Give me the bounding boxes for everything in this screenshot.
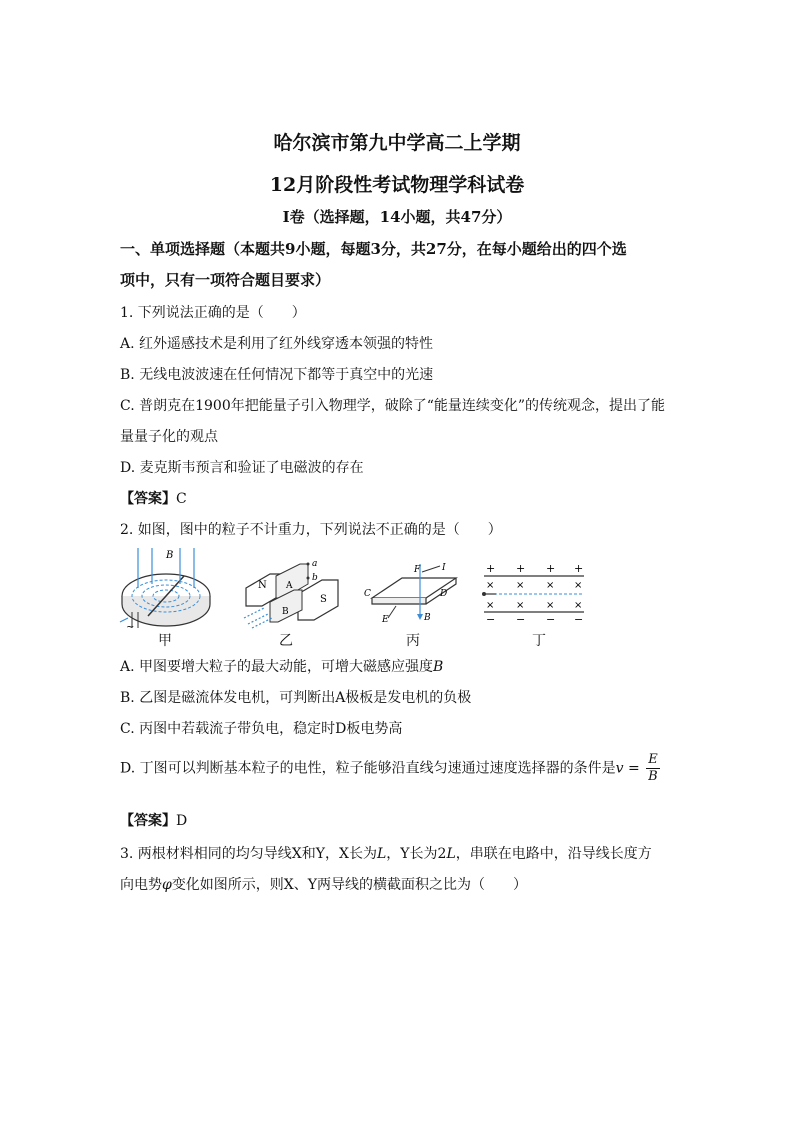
figure-label-bing: 丙 [406,633,420,649]
q2-option-a [120,656,680,676]
q2-option-d-text: D. 丁图可以判断基本粒子的电性，粒子能够沿直线匀速通过速度选择器的条件是 [120,760,616,777]
q2-answer-label: 【答案】 [120,813,176,829]
hall-field-e: E [382,615,389,624]
q2-option-d-eq: = [623,760,645,777]
q1-option-d: D. 麦克斯韦预言和验证了电磁波的存在 [120,460,364,476]
selector-cross: × [546,600,555,611]
hall-plate-c: C [364,589,371,599]
selector-cross: × [486,580,495,591]
selector-plus-3: + [546,562,556,575]
q3-text-part: 变化如图所示，则X、Y两导线的横截面积之比为（ ） [171,877,528,893]
q2-option-a-text: A. 甲图要增大粒子的最大动能，可增大磁感应强度 [120,659,434,675]
part1-heading-line2: 项中，只有一项符合题目要求） [120,271,331,289]
mhd-plate-a: A [286,581,293,591]
q1-option-b: B. 无线电波波速在任何情况下都等于真空中的光速 [120,367,434,383]
mhd-n-pole: N [258,580,267,591]
hall-plate-d: D [440,589,448,599]
selector-minus-1: − [486,613,496,624]
q3-length-var: L [446,846,456,862]
q2-answer [120,810,680,830]
selector-cross: × [516,600,525,611]
q2-stem: 2. 如图，图中的粒子不计重力，下列说法不正确的是（ ） [120,522,502,538]
velocity-selector-figure [480,562,590,624]
q3-stem-line1 [120,843,680,863]
q2-option-d-v: v [615,760,624,777]
q1-answer [120,488,680,508]
mhd-terminal-a: a [312,559,318,569]
q1-option-a: A. 红外遥感技术是利用了红外线穿透本领强的特性 [120,336,434,352]
cyclotron-b-label: B [166,550,174,561]
section-title: I卷（选择题，14小题，共47分） [282,208,512,226]
selector-cross: × [574,600,583,611]
q3-text-part: 向电势 [120,877,162,893]
fraction-denominator: B [648,769,658,784]
selector-minus-4: − [574,613,584,624]
exam-title-line2: 12月阶段性考试物理学科试卷 [269,174,525,196]
q2-answer-value: D [176,813,188,829]
q3-text-part: ，Y长为2 [386,846,447,862]
q1-answer-value: C [176,491,187,507]
q3-text-part: ，串联在电路中，沿导线长度方 [455,846,652,862]
selector-minus-3: − [546,613,556,624]
q1-option-c-line1: C. 普朗克在1900年把能量子引入物理学，破除了“能量连续变化”的传统观念，提出了能 [120,398,666,414]
q1-option-c-line2: 量量子化的观点 [120,429,218,445]
q3-phi-var: φ [162,877,172,893]
figure-label-yi: 乙 [279,633,293,649]
mhd-terminal-b: b [312,573,318,583]
exam-title-line1: 哈尔滨市第九中学高二上学期 [273,132,521,154]
mhd-plate-b: B [282,607,289,617]
q1-stem: 1. 下列说法正确的是（ ） [120,305,306,321]
selector-plus-4: + [574,562,584,575]
hall-force-f: F [414,565,421,575]
q3-length-var: L [376,846,387,862]
figure-label-ding: 丁 [532,633,546,649]
fraction-numerator: E [648,752,658,767]
selector-cross: × [574,580,583,591]
e-over-b-fraction [646,752,660,785]
part1-heading-line1: 一、单项选择题（本题共9小题，每题3分，共27分，在每小题给出的四个选 [120,240,627,258]
mhd-generator-figure [240,558,350,630]
q3-text-part: 3. 两根材料相同的均匀导线X和Y，X长为 [120,846,377,862]
mhd-s-pole: S [320,594,327,605]
hall-field-b: B [424,613,431,623]
cyclotron-figure [118,546,218,632]
selector-cross: × [546,580,555,591]
q2-option-c: C. 丙图中若载流子带负电，稳定时D板电势高 [120,721,403,737]
q1-answer-label: 【答案】 [120,491,176,507]
cyclotron-ac-symbol: ~ [126,622,135,632]
hall-current-i: I [442,563,446,573]
q2-option-d [120,752,680,785]
selector-plus-2: + [516,562,526,575]
q3-stem-line2 [120,874,680,894]
selector-plus-1: + [486,562,496,575]
hall-effect-figure [362,560,462,624]
q2-option-a-var: B [433,659,444,675]
selector-minus-2: − [516,613,526,624]
q2-option-b: B. 乙图是磁流体发电机，可判断出A极板是发电机的负极 [120,690,472,706]
figure-label-jia: 甲 [158,633,172,649]
selector-cross: × [516,580,525,591]
selector-cross: × [486,600,495,611]
